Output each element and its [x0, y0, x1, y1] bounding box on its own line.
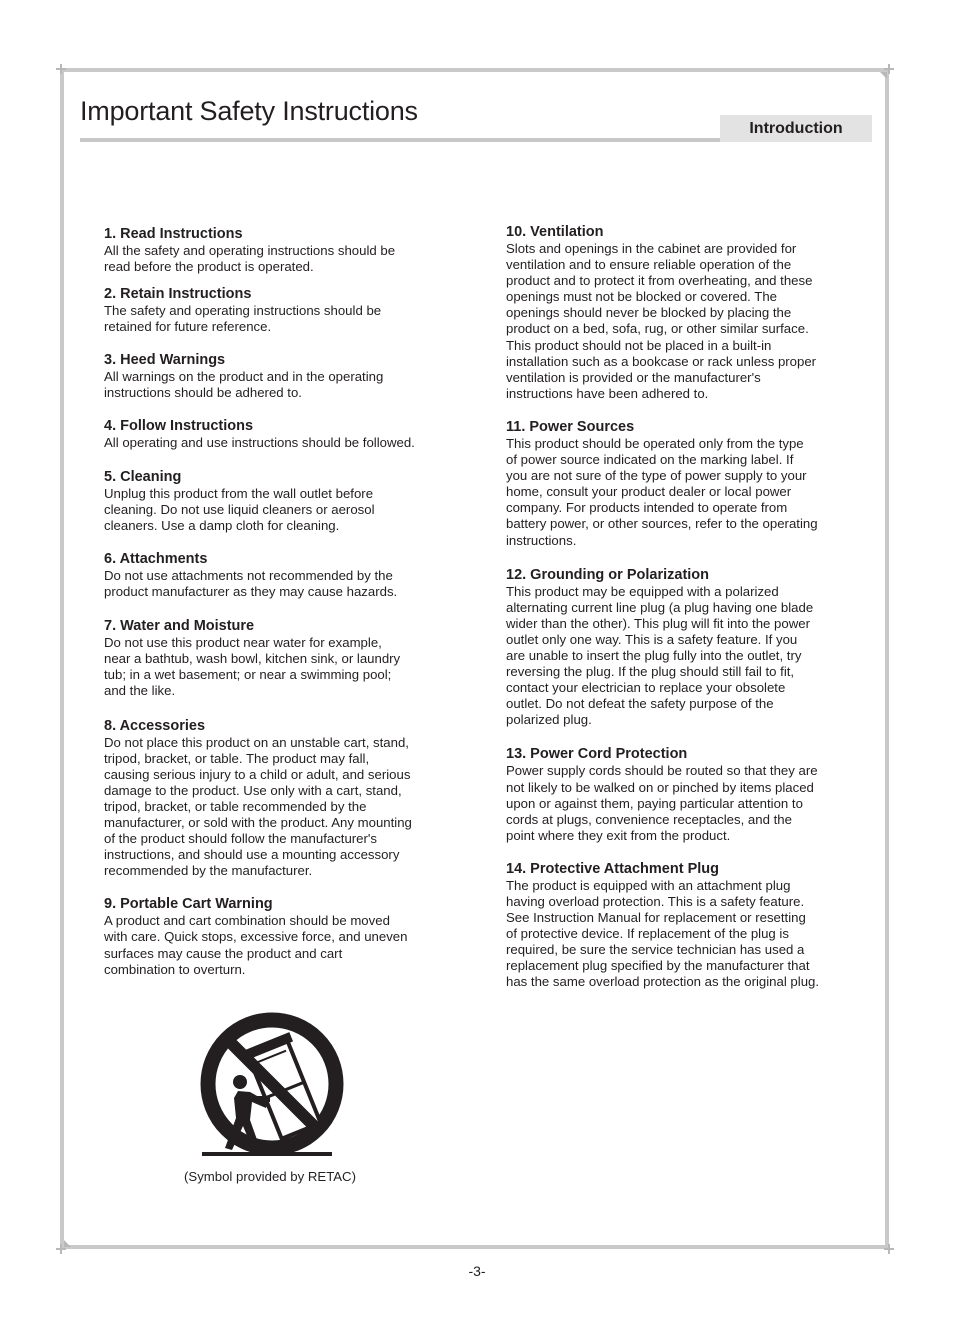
- section-text: The safety and operating instructions should be retained for future reference.: [104, 303, 382, 335]
- corner-triangle: [880, 72, 887, 79]
- section-heading: 2. Retain Instructions: [104, 286, 252, 303]
- cart-tip-over-warning-icon: [198, 1012, 346, 1158]
- section-heading: 4. Follow Instructions: [104, 417, 254, 434]
- page-title: Important Safety Instructions: [80, 96, 418, 126]
- instruction-section: [104, 226, 454, 275]
- instruction-section: [506, 567, 856, 729]
- instruction-section: [104, 551, 454, 600]
- section-text: Do not use this product near water for example, near a bathtub, wash bowl, kitchen sink, or laundry tub; in a wet basement; or near a swimming pool; and the like.: [104, 635, 401, 699]
- left-column: [104, 226, 454, 978]
- right-column: [506, 224, 856, 991]
- section-text: A product and cart combination should be moved with care. Quick stops, excessive force, and uneven surfaces may cause the product and cart combination to overturn.: [104, 913, 408, 977]
- instruction-section: [104, 418, 454, 451]
- instruction-section: [506, 419, 856, 549]
- instruction-section: [104, 896, 454, 977]
- section-text: This product may be equipped with a polarized alternating current line plug (a plug having one blade wider than the other). This plug will fit into the power outlet only one way. This is a safety feature. If you are unable to insert the plug fully into the outlet, try reversing the plug. If the plug should still fail to fit, contact your electrician to replace your obsolete outlet. Do not defeat the safety purpose of the polarized plug.: [506, 583, 814, 728]
- section-text: All operating and use instructions should be followed.: [104, 434, 415, 450]
- section-text: Power supply cords should be routed so that they are not likely to be walked on or pinched by items placed upon or against them, paying particular attention to cords at plugs, convenience receptacles, and the point where they exit from the product.: [506, 763, 818, 843]
- section-heading: 7. Water and Moisture: [104, 618, 255, 635]
- section-heading: 12. Grounding or Polarization: [506, 566, 710, 583]
- instruction-section: [104, 618, 454, 699]
- instruction-section: [104, 718, 454, 880]
- section-heading: 11. Power Sources: [506, 418, 635, 435]
- section-tab: Introduction: [720, 115, 872, 142]
- section-heading: 3. Heed Warnings: [104, 352, 226, 369]
- instruction-section: [104, 469, 454, 534]
- corner-mark: [884, 1244, 894, 1254]
- section-text: All the safety and operating instructions should be read before the product is operated.: [104, 243, 396, 275]
- section-text: Unplug this product from the wall outlet before cleaning. Do not use liquid cleaners or aerosol cleaners. Use a damp cloth for cleaning.: [104, 485, 375, 533]
- section-text: Do not place this product on an unstable cart, stand, tripod, bracket, or table. The product may fall, causing serious injury to a child or adult, and serious damage to the product. Use only with a cart, stand, tripod, bracket, or table recommended by the manufacturer, or sold with the product. Any mounting of the product should follow the manufacturer's instructions, and should use a mounting accessory recommended by the manufacturer.: [104, 734, 412, 879]
- section-text: Slots and openings in the cabinet are provided for ventilation and to ensure reliable operation of the product and to protect it from overheating, and these openings must not be blocked or covered. The openings should never be blocked by placing the product on a bed, sofa, rug, or other similar surface. This product should not be placed in a built-in installation such as a bookcase or rack unless proper ventilation is provided or the manufacturer's instructions have been adhered to.: [506, 241, 817, 401]
- section-heading: 6. Attachments: [104, 550, 208, 567]
- section-text: The product is equipped with an attachment plug having overload protection. This is a safety feature. See Instruction Manual for replacement or resetting of protective device. If replacement of the plug is required, be sure the service technician has used a replacement plug specified by the manufacturer that has the same overload protection as the original plug.: [506, 877, 820, 990]
- section-heading: 14. Protective Attachment Plug: [506, 860, 719, 877]
- instruction-section: [506, 224, 856, 402]
- section-text: This product should be operated only from the type of power source indicated on the marking label. If you are not sure of the type of power supply to your home, consult your product dealer or local power company. For products intended to operate from battery power, or other sources, refer to the operating instructions.: [506, 435, 818, 548]
- title-underline: [80, 138, 720, 142]
- section-text: All warnings on the product and in the operating instructions should be adhered to.: [104, 369, 384, 401]
- instruction-section: [104, 286, 454, 335]
- section-heading: 1. Read Instructions: [104, 226, 243, 242]
- section-heading: 8. Accessories: [104, 717, 206, 734]
- section-text: Do not use attachments not recommended by the product manufacturer as they may cause hazards.: [104, 567, 398, 600]
- page-number: -3-: [468, 1263, 486, 1279]
- section-heading: 10. Ventilation: [506, 224, 604, 240]
- instruction-section: [506, 861, 856, 991]
- instruction-section: [506, 746, 856, 843]
- section-heading: 9. Portable Cart Warning: [104, 896, 273, 913]
- corner-mark: [56, 64, 66, 74]
- section-heading: 5. Cleaning: [104, 468, 182, 485]
- section-heading: 13. Power Cord Protection: [506, 746, 688, 763]
- symbol-caption: (Symbol provided by RETAC): [184, 1169, 356, 1184]
- instruction-section: [104, 352, 454, 401]
- corner-triangle: [64, 1240, 71, 1247]
